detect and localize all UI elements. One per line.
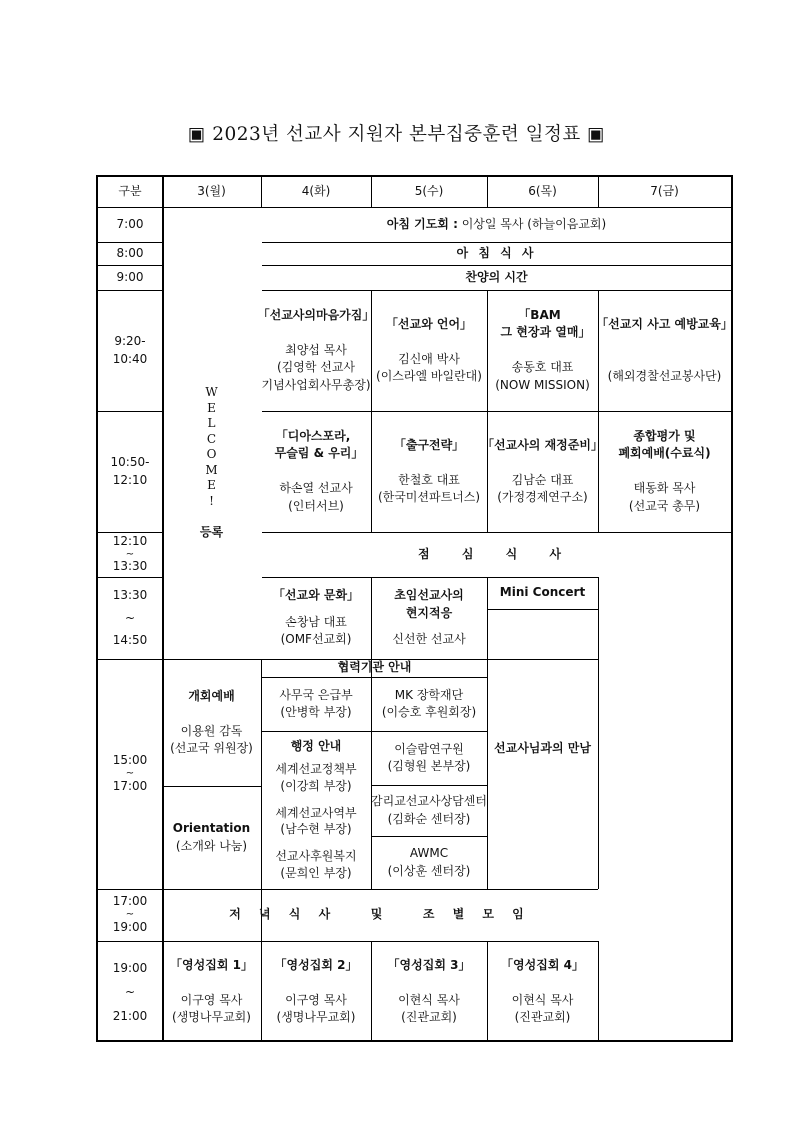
evening-wed: ｢영성집회 3｣ 이현식 목사 (진관교회)	[393, 957, 465, 1024]
header-day-fri: 7(금)	[650, 184, 679, 199]
dinner-row: 저 녁 식 사 및 조 별 모 임	[229, 907, 531, 922]
welcome-text: W E L C O M E !	[205, 384, 218, 509]
partners-header: 협력기관 안내	[337, 660, 412, 675]
evening-tue: ｢영성집회 2｣ 이구영 목사 (생명나무교회)	[276, 957, 356, 1024]
missionary-meeting: 선교사님과의 만남	[494, 741, 591, 756]
time-0900: 9:00	[116, 269, 144, 284]
time-1500: 15:00 ~ 17:00	[112, 753, 148, 793]
session1-tue: ｢선교사의마음가짐｣ 최양섭 목사 (김영학 선교사 기념사업회사무총장)	[261, 308, 371, 392]
monday-welcome	[162, 207, 261, 659]
evening-thu: ｢영성집회 4｣ 이현식 목사 (진관교회)	[507, 957, 578, 1024]
mini-concert: Mini Concert	[499, 585, 586, 600]
time-1330: 13:30 ~ 14:50	[112, 587, 148, 648]
time-0800: 8:00	[116, 245, 144, 260]
time-0920: 9:20- 10:40	[112, 334, 148, 366]
header-label: 구분	[118, 184, 142, 199]
monday-orientation: Orientation (소개와 나눔)	[172, 821, 251, 853]
session2-tue: ｢디아스포라, 무슬림 & 우리｣ 하손열 선교사 (인터서브)	[274, 429, 358, 513]
time-1050: 10:50- 12:10	[110, 455, 150, 487]
header-day-thu: 6(목)	[528, 184, 557, 199]
header-day-mon: 3(월)	[197, 184, 226, 199]
time-0700: 7:00	[116, 216, 144, 231]
col-divider	[598, 577, 599, 889]
session3-wed: 초임선교사의 현지적응 신선한 선교사	[392, 588, 466, 647]
schedule-table	[96, 175, 733, 1042]
col-divider	[598, 941, 599, 1042]
session2-wed: ｢출구전략｣ 한철호 대표 (한국미션파트너스)	[377, 437, 481, 504]
header-day-wed: 5(수)	[414, 184, 444, 199]
partner-islam-institute: 이슬람연구원 (김형원 본부장)	[387, 741, 471, 773]
session1-wed: ｢선교와 언어｣ 김신애 박사 (이스라엘 바일란대)	[376, 316, 482, 383]
session3-tue: ｢선교와 문화｣ 손창남 대표 (OMF선교회)	[278, 588, 354, 647]
monday-opening-worship: 개회예배 이용원 감독 (선교국 위원장)	[170, 688, 253, 755]
time-1210: 12:10 ~ 13:30	[112, 533, 148, 574]
lunch-row: 점 심 식 사	[418, 546, 575, 561]
breakfast-row: 아 침 식 사	[456, 245, 537, 260]
evening-mon: ｢영성집회 1｣ 이구영 목사 (생명나무교회)	[172, 957, 251, 1024]
session2-thu: ｢선교사의 재정준비｣ 김남순 대표 (가정경제연구소)	[488, 437, 597, 504]
register-label: 등록	[199, 524, 224, 539]
page-title: ▣ 2023년 선교사 지원자 본부집중훈련 일정표 ▣	[187, 124, 606, 145]
session1-thu: ｢BAM 그 현장과 열매｣ 송동호 대표 (NOW MISSION)	[495, 308, 590, 392]
header-day-tue: 4(화)	[301, 184, 331, 199]
session2-fri: 종합평가 및 폐회예배(수료식) 태동화 목사 (선교국 총무)	[618, 429, 711, 513]
partner-counseling-center: 감리교선교사상담센터 (김화순 센터장)	[371, 794, 487, 826]
admin-guide: 행정 안내 세계선교정책부 (이강희 부장) 세계선교사역부 (남수현 부장) 선교사후원복지 (문희인 부장)	[275, 739, 357, 880]
time-1700: 17:00 ~ 19:00	[112, 894, 148, 934]
partner-mk-scholarship: MK 장학재단 (이승호 후원회장)	[381, 687, 477, 719]
partner-pension: 사무국 은급부 (안병학 부장)	[279, 687, 353, 719]
partner-awmc: AWMC (이상훈 센터장)	[387, 846, 471, 878]
morning-prayer-row: 아침 기도회 : 이상일 목사 (하늘이음교회)	[386, 216, 607, 231]
praise-row: 찬양의 시간	[465, 269, 528, 284]
time-1900: 19:00 ~ 21:00	[112, 960, 148, 1023]
session1-fri: ｢선교지 사고 예방교육｣ (해외경찰선교봉사단)	[602, 316, 727, 383]
